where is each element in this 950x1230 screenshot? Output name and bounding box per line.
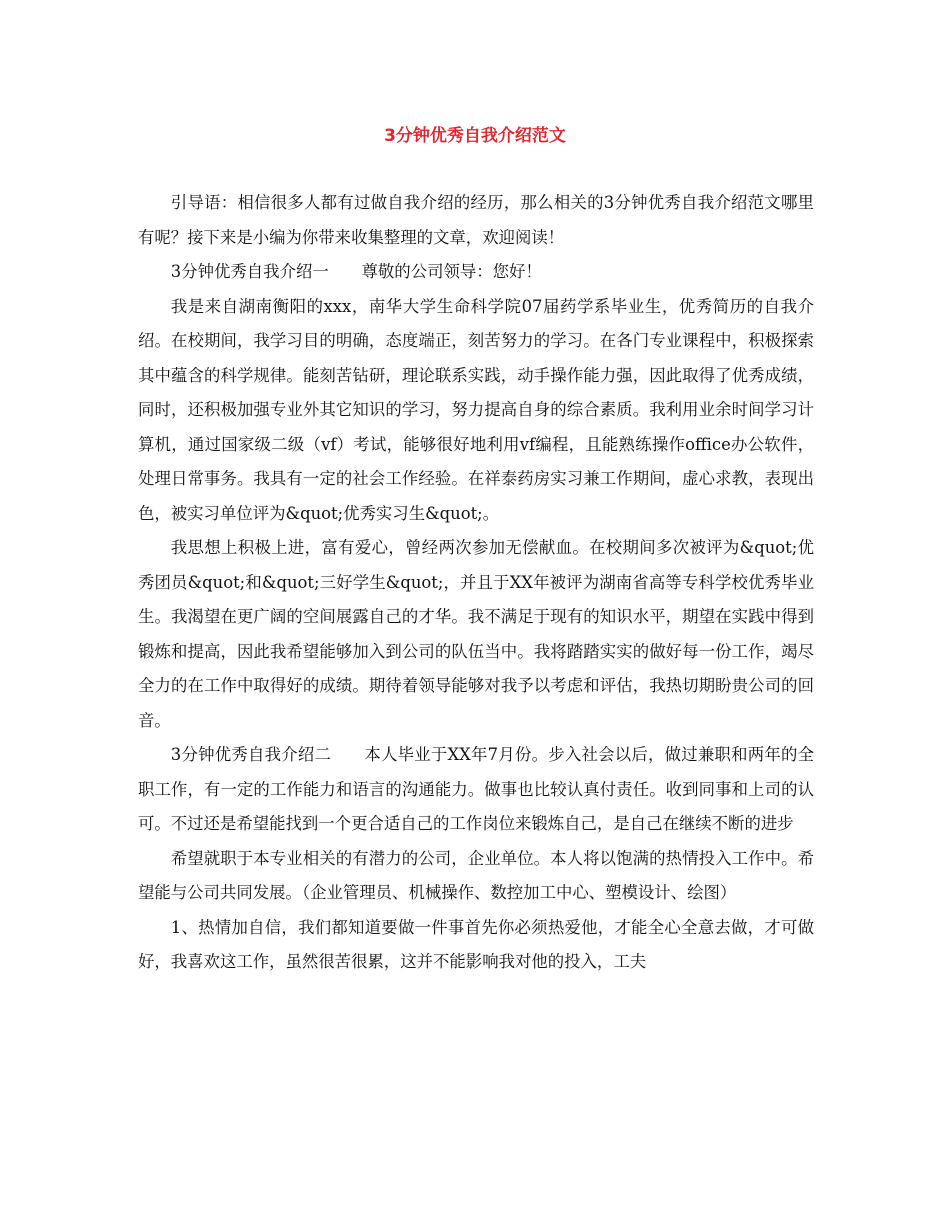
paragraph-two-continued: 希望就职于本专业相关的有潜力的公司，企业单位。本人将以饱满的热情投入工作中。希望能与公司共同发展。（企业管理员、机械操作、数控加工中心、塑模设计、绘图）: [138, 848, 814, 902]
paragraph-one-body: 我是来自湖南衡阳的xxx，南华大学生命科学院07届药学系毕业生，优秀简历的自我介绍。在校期间，我学习目的明确，态度端正，刻苦努力的学习。在各门专业课程中，积极探索其中蕴含的科学规律。能刻苦钻研，理论联系实践，动手操作能力强，因此取得了优秀成绩，同时，还积极加强专业外其它知识的学习，努力提高自身的综合素质。我利用业余时间学习计算机，通过国家级二级（vf）考试，能够很好地利用vf编程，且能熟练操作office办公软件，处理日常事务。我具有一定的社会工作经验。在祥泰药房实习兼工作期间，虚心求教，表现出色，被实习单位评为&quot;优秀实习生&quot;。: [138, 296, 814, 523]
paragraph-intro: 引导语：相信很多人都有过做自我介绍的经历，那么相关的3分钟优秀自我介绍范文哪里有呢？接下来是小编为你带来收集整理的文章，欢迎阅读！: [138, 193, 814, 247]
document-title: 3分钟优秀自我介绍范文: [384, 126, 566, 146]
paragraph-heading-two: 3分钟优秀自我介绍二 本人毕业于XX年7月份。步入社会以后，做过兼职和两年的全职工作，有一定的工作能力和语言的沟通能力。做事也比较认真付责任。收到同事和上司的认可。不过还是希望能找到一个更合适自己的工作岗位来锻炼自己，是自己在继续不断的进步: [138, 745, 814, 833]
document-body: [138, 186, 814, 980]
paragraph-one-continued: 我思想上积极上进，富有爱心，曾经两次参加无偿献血。在校期间多次被评为&quot;优秀团员&quot;和&quot;三好学生&quot;，并且于XX年被评为湖南省高等专科学校优秀毕业生。我渴望在更广阔的空间展露自己的才华。我不满足于现有的知识水平，期望在实践中得到锻炼和提高，因此我希望能够加入到公司的队伍当中。我将踏踏实实的做好每一份工作，竭尽全力的在工作中取得好的成绩。期待着领导能够对我予以考虑和评估，我热切期盼贵公司的回音。: [138, 538, 814, 730]
paragraph-heading-one: 3分钟优秀自我介绍一 尊敬的公司领导：您好！: [170, 262, 542, 281]
paragraph-point-one: 1、热情加自信，我们都知道要做一件事首先你必须热爱他，才能全心全意去做，才可做好，我喜欢这工作，虽然很苦很累，这并不能影响我对他的投入，工夫: [138, 917, 814, 971]
